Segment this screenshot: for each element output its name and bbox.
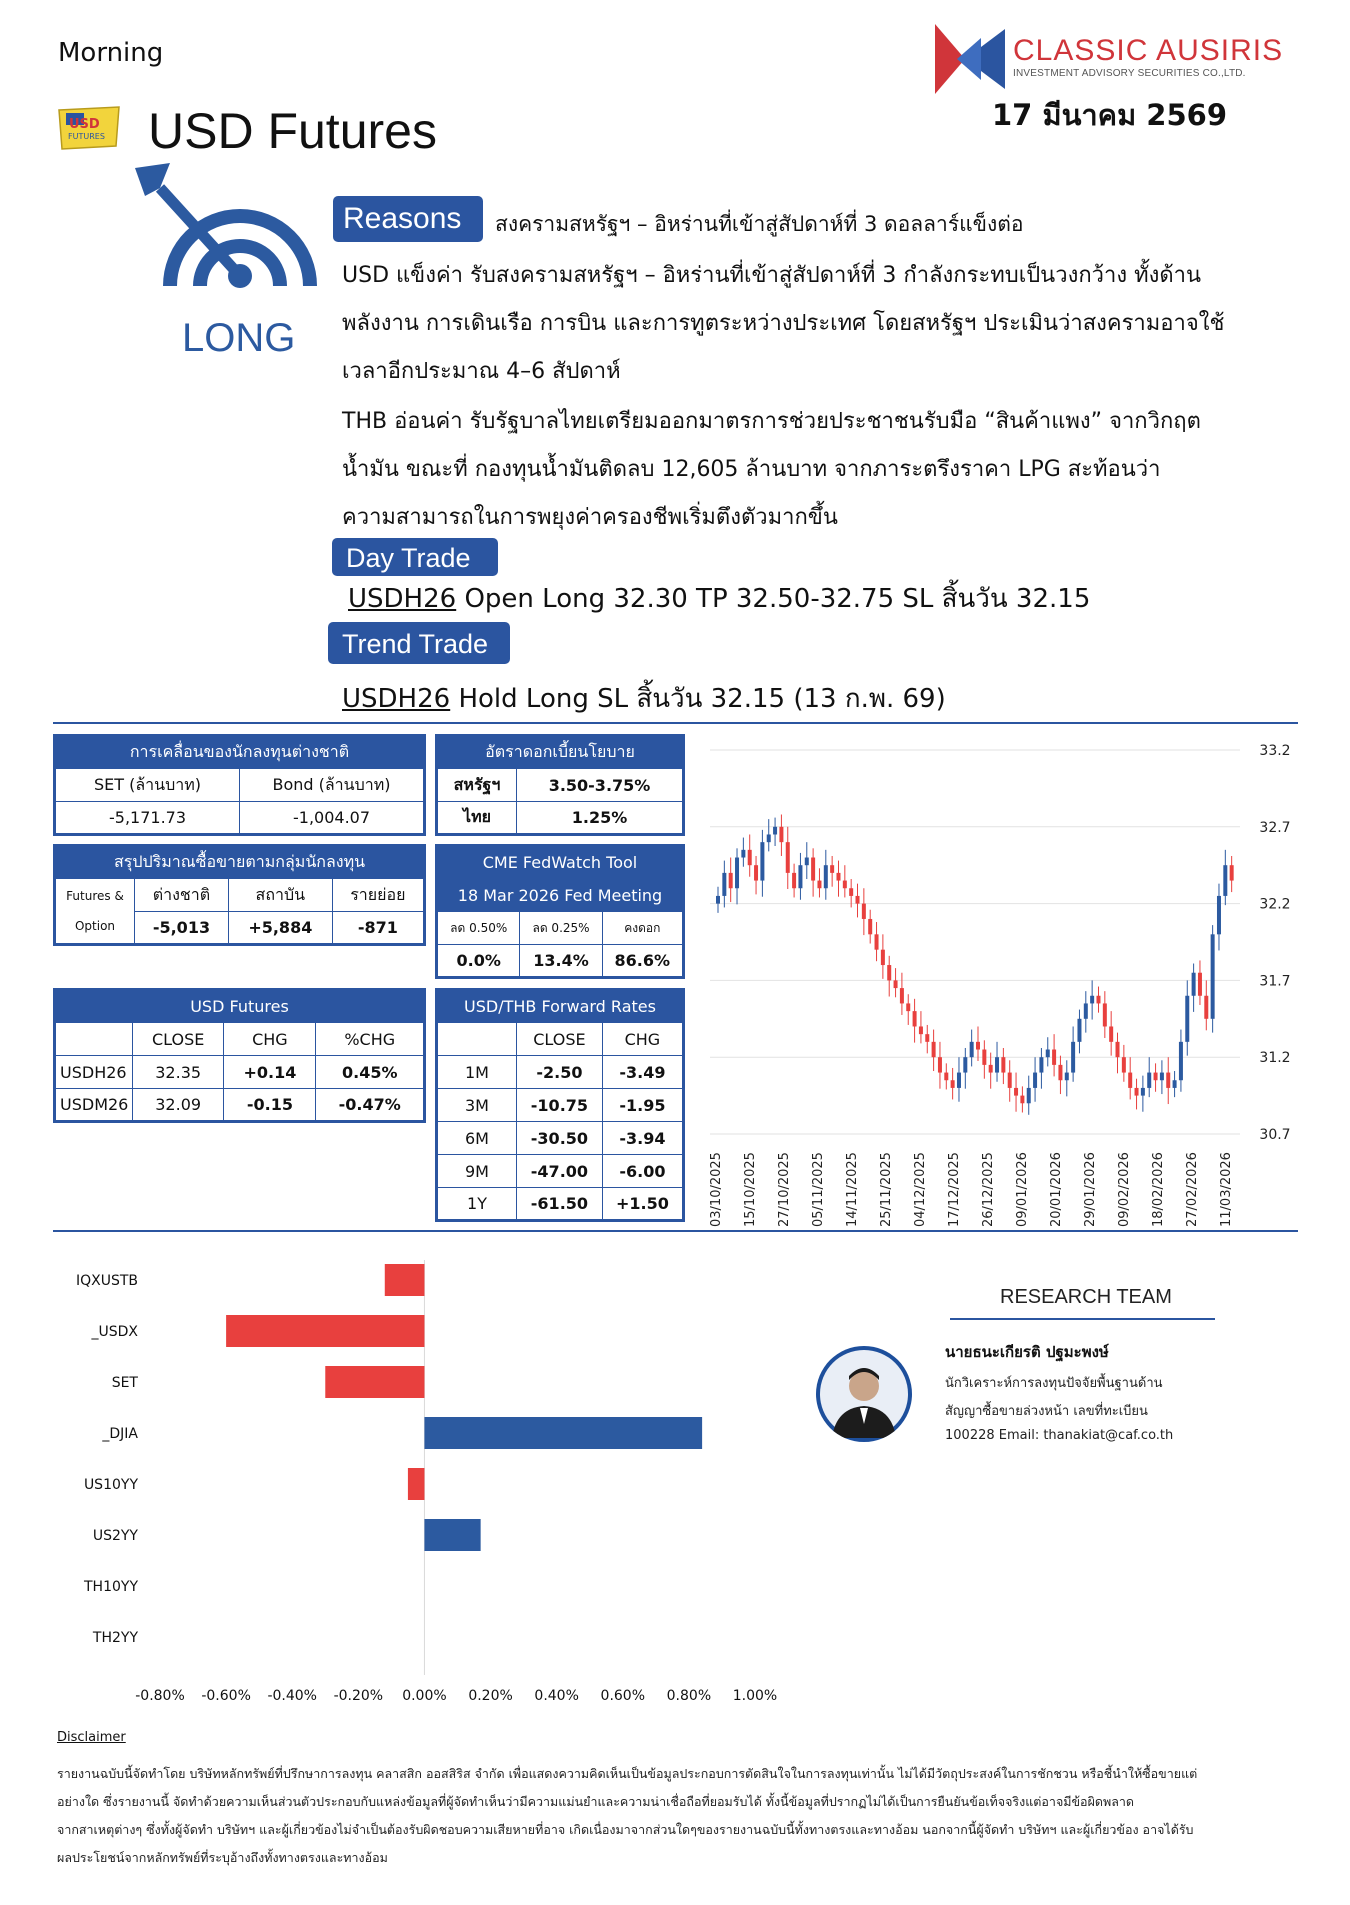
candle: [1071, 1042, 1075, 1073]
paragraph-line: ความสามารถในการพยุงค่าครองชีพเริ่มตึงตัวมากขึ้น: [342, 505, 838, 530]
candle: [1135, 1088, 1139, 1096]
probability-value: 0.0%: [437, 945, 520, 978]
column-header: คงดอก: [602, 912, 683, 945]
candle: [1192, 973, 1196, 996]
rate-value: 3.50-3.75%: [517, 769, 684, 802]
candle: [925, 1034, 929, 1042]
x-tick-label: 03/10/2025: [709, 1152, 724, 1227]
paragraph-line: พลังงาน การเดินเรือ การบิน และการทูตระหว่างประเทศ โดยสหรัฐฯ ประเมินว่าสงครามอาจใช้: [342, 311, 1225, 336]
candle: [716, 896, 720, 904]
section-divider: [53, 722, 1298, 724]
y-tick-label: 31.2: [1259, 1050, 1291, 1067]
analyst-name: นายธนะเกียรติ ปฐมะพงษ์: [945, 1343, 1109, 1361]
candle: [856, 896, 860, 904]
tenor-label: 3M: [437, 1089, 517, 1122]
candle: [1223, 865, 1227, 896]
tenor-label: 1M: [437, 1056, 517, 1089]
candle: [843, 881, 847, 889]
candle: [951, 1080, 955, 1088]
x-tick-label: 0.60%: [600, 1688, 646, 1704]
candle: [862, 904, 866, 919]
candle: [786, 842, 790, 873]
x-tick-label: 29/01/2026: [1083, 1152, 1098, 1227]
row-label-line: Futures &: [66, 889, 124, 903]
category-label: _DJIA: [102, 1426, 138, 1442]
analyst-photo: [816, 1346, 912, 1442]
classic-ausiris-logo-icon: [935, 24, 1005, 94]
y-tick-label: 33.2: [1259, 743, 1291, 759]
column-header: ต่างชาติ: [135, 879, 229, 912]
x-tick-label: 0.20%: [468, 1688, 513, 1704]
y-tick-label: 32.7: [1259, 819, 1291, 836]
corner-cell: [55, 1023, 133, 1056]
candle: [1008, 1073, 1012, 1088]
candle: [919, 1026, 923, 1034]
table-row: [437, 1056, 684, 1089]
bar: [226, 1315, 424, 1347]
market-change-bar-chart: [50, 1250, 790, 1720]
column-header: Bond (ล้านบาท): [240, 769, 425, 802]
x-tick-label: 0.40%: [534, 1688, 579, 1704]
x-tick-label: 27/10/2025: [777, 1152, 792, 1227]
close-value: -30.50: [517, 1122, 603, 1155]
x-tick-label: 14/11/2025: [845, 1152, 860, 1227]
candle: [754, 865, 758, 880]
paragraph-line: น้ำมัน ขณะที่ กองทุนน้ำมันติดลบ 12,605 ล้านบาท จากภาระตรึงราคา LPG สะท้อนว่า: [342, 457, 1161, 482]
close-value: 32.35: [133, 1056, 224, 1089]
candle: [805, 858, 809, 866]
institution-value: +5,884: [228, 912, 332, 945]
candle: [1141, 1088, 1145, 1096]
candle: [944, 1073, 948, 1081]
column-header: ลด 0.25%: [520, 912, 602, 945]
brand-subtitle: INVESTMENT ADVISORY SECURITIES CO.,LTD.: [1013, 68, 1246, 79]
analyst-title-line: นักวิเคราะห์การลงทุนปัจจัยพื้นฐานด้าน: [945, 1376, 1163, 1391]
reasons-headline: สงครามสหรัฐฯ – อิหร่านที่เข้าสู่สัปดาห์ที่ 3 ดอลลาร์แข็งต่อ: [495, 212, 1024, 236]
candle: [868, 919, 872, 934]
candle: [830, 865, 834, 873]
contract-symbol: USDH26: [348, 584, 457, 614]
candle: [1058, 1065, 1062, 1080]
table-title: การเคลื่อนของนักลงทุนต่างชาติ: [55, 736, 425, 769]
x-tick-label: -0.60%: [201, 1688, 251, 1704]
forward-rates-table: [435, 988, 685, 1222]
candle: [849, 888, 853, 896]
report-date: 17 มีนาคม 2569: [992, 98, 1228, 132]
category-label: TH10YY: [84, 1579, 138, 1595]
x-tick-label: 09/01/2026: [1015, 1152, 1030, 1227]
close-value: 32.09: [133, 1089, 224, 1122]
candle: [1090, 996, 1094, 1004]
candle: [1027, 1088, 1031, 1103]
percent-change-value: 0.45%: [316, 1056, 425, 1089]
candle: [836, 873, 840, 881]
change-value: -6.00: [602, 1155, 683, 1188]
x-tick-label: 15/10/2025: [743, 1152, 758, 1227]
table-title: USD/THB Forward Rates: [437, 990, 684, 1023]
disclaimer-line: รายงานฉบับนี้จัดทำโดย บริษัทหลักทรัพย์ที่ปรึกษาการลงทุน คลาสสิก ออสสิริส จำกัด เพื่อแสดงความคิดเห็นเป็นข้อมูลประกอบการตัดสินใจในการลงทุนเท่านั้น ไม่ได้มีวัตถุประสงค์ในการชักชวน หรือชี้นำให้ซื้อขายแต่: [57, 1766, 1198, 1781]
candle: [982, 1050, 986, 1065]
country-label: สหรัฐฯ: [437, 769, 517, 802]
x-tick-label: 20/01/2026: [1049, 1152, 1064, 1227]
disclaimer-line: จากสาเหตุต่างๆ ซึ่งทั้งผู้จัดทำ บริษัทฯ และผู้เกี่ยวข้องไม่จำเป็นต้องรับผิดชอบความเสียหายที่อาจ เกิดเนื่องมาจากส่วนใดๆของรายงานฉบับนี้ทั้งทางตรงและทางอ้อม นอกจากนี้ผู้จัดทำ บริษัทฯ และผู้เกี่ยวข้อง อาจได้รับ: [57, 1822, 1194, 1837]
column-header: รายย่อย: [332, 879, 424, 912]
x-tick-label: 11/03/2026: [1219, 1152, 1234, 1227]
candle: [1160, 1073, 1164, 1081]
percent-change-value: -0.47%: [316, 1089, 425, 1122]
set-flow-value: -5,171.73: [55, 802, 240, 835]
candle: [1211, 934, 1215, 1018]
candle: [938, 1057, 942, 1072]
candle: [1217, 896, 1221, 934]
x-tick-label: 0.80%: [666, 1688, 712, 1704]
x-tick-label: 17/12/2025: [947, 1152, 962, 1227]
x-tick-label: 05/11/2025: [811, 1152, 826, 1227]
column-header: CHG: [602, 1023, 683, 1056]
session-label: Morning: [58, 38, 164, 68]
candle: [741, 850, 745, 858]
column-header: SET (ล้านบาท): [55, 769, 240, 802]
row-label: [55, 879, 135, 945]
day-trade-recommendation: [348, 578, 1090, 619]
change-value: +0.14: [224, 1056, 316, 1089]
fedwatch-table: [435, 844, 685, 979]
candle: [995, 1057, 999, 1072]
candle: [767, 834, 771, 842]
candle: [894, 980, 898, 988]
candle: [1014, 1088, 1018, 1096]
day-trade-tag: Day Trade: [332, 538, 498, 576]
candle: [817, 881, 821, 889]
y-tick-label: 31.7: [1259, 973, 1291, 990]
x-tick-label: 18/02/2026: [1151, 1152, 1166, 1227]
usd-futures-table: [53, 988, 426, 1123]
svg-text:USD: USD: [69, 117, 100, 132]
table-row: [55, 1056, 425, 1089]
usd-futures-logo: [56, 104, 122, 152]
foreign-flow-table: [53, 734, 426, 836]
candle: [963, 1057, 967, 1072]
candle: [970, 1042, 974, 1057]
candle: [989, 1065, 993, 1073]
reason-paragraph-thb: [342, 398, 1292, 542]
disclaimer-line: อย่างใด ซึ่งรายงานนี้ จัดทำด้วยความเห็นส่วนตัวประกอบกับแหล่งข้อมูลที่ผู้จัดทำเห็นว่ามีความแม่นยำและความน่าเชื่อถือที่ยอมรับได้ ทั้งนี้ข้อมูลที่ปรากฏไม่ได้เป็นการยืนยันข้อเท็จจริงแต่อาจมีข้อผิดพลาด: [57, 1794, 1135, 1809]
reasons-tag: Reasons: [333, 196, 483, 242]
column-header: CHG: [224, 1023, 316, 1056]
candle: [760, 842, 764, 880]
x-tick-label: 1.00%: [732, 1688, 778, 1704]
section-divider: [53, 1230, 1298, 1232]
disclaimer-line: ผลประโยชน์จากหลักทรัพย์ที่ระบุอ้างถึงทั้งทางตรงและทางอ้อม: [57, 1850, 388, 1865]
candle: [906, 1003, 910, 1011]
candle: [913, 1011, 917, 1026]
paragraph-line: THB อ่อนค่า รับรัฐบาลไทยเตรียมออกมาตรการช่วยประชาชนรับมือ “สินค้าแพง” จากวิกฤต: [342, 409, 1201, 434]
reason-paragraph-usd: [342, 252, 1292, 396]
candle: [1033, 1073, 1037, 1088]
candle: [1166, 1073, 1170, 1088]
column-header: สถาบัน: [228, 879, 332, 912]
table-title: สรุปปริมาณซื้อขายตามกลุ่มนักลงทุน: [55, 846, 425, 879]
table-title: อัตราดอกเบี้ยนโยบาย: [437, 736, 684, 769]
candle: [735, 858, 739, 889]
table-title: USD Futures: [55, 990, 425, 1023]
research-team-title: RESEARCH TEAM: [1000, 1286, 1172, 1308]
svg-text:FUTURES: FUTURES: [68, 132, 105, 141]
close-value: -2.50: [517, 1056, 603, 1089]
table-row: [437, 1188, 684, 1221]
column-header: %CHG: [316, 1023, 425, 1056]
analyst-title-line: สัญญาซื้อขายล่วงหน้า เลขที่ทะเบียน: [945, 1404, 1148, 1419]
column-header: ลด 0.50%: [437, 912, 520, 945]
investor-summary-table: [53, 844, 426, 946]
contract-symbol: USDH26: [55, 1056, 133, 1089]
candle: [1096, 996, 1100, 1004]
foreign-value: -5,013: [135, 912, 229, 945]
x-tick-label: -0.80%: [135, 1688, 185, 1704]
bar: [424, 1519, 480, 1551]
x-tick-label: 0.00%: [402, 1688, 447, 1704]
x-tick-label: 25/11/2025: [879, 1152, 894, 1227]
candle: [1039, 1057, 1043, 1072]
candle: [722, 873, 726, 896]
candle: [1204, 996, 1208, 1019]
change-value: -3.49: [602, 1056, 683, 1089]
candle: [1052, 1050, 1056, 1065]
category-label: SET: [111, 1375, 138, 1391]
candle: [1077, 1019, 1081, 1042]
candle: [773, 827, 777, 835]
bond-flow-value: -1,004.07: [240, 802, 425, 835]
policy-rate-table: [435, 734, 685, 836]
x-tick-label: -0.40%: [267, 1688, 317, 1704]
y-tick-label: 30.7: [1259, 1127, 1291, 1143]
tenor-label: 6M: [437, 1122, 517, 1155]
position-signal: LONG: [182, 316, 296, 360]
candle: [729, 873, 733, 888]
probability-value: 86.6%: [602, 945, 683, 978]
change-value: -3.94: [602, 1122, 683, 1155]
candle: [1109, 1026, 1113, 1041]
row-label-line: Option: [74, 919, 116, 933]
analyst-contact-line: 100228 Email: thanakiat@caf.co.th: [945, 1428, 1174, 1443]
contract-symbol: USDH26: [342, 684, 451, 714]
candle: [932, 1042, 936, 1057]
candle: [976, 1042, 980, 1050]
bar: [408, 1468, 425, 1500]
candle: [748, 850, 752, 865]
candle: [811, 858, 815, 881]
brand-name: CLASSIC AUSIRIS: [1013, 34, 1284, 67]
candle: [1198, 973, 1202, 996]
candle: [1020, 1096, 1024, 1104]
candle: [1185, 996, 1189, 1042]
trend-trade-recommendation: [342, 678, 946, 719]
disclaimer-text: [57, 1760, 1272, 1872]
change-value: +1.50: [602, 1188, 683, 1221]
candle: [1084, 1003, 1088, 1018]
probability-value: 13.4%: [520, 945, 602, 978]
close-value: -47.00: [517, 1155, 603, 1188]
table-row: [55, 1089, 425, 1122]
research-team-underline: [950, 1318, 1215, 1320]
candle: [957, 1073, 961, 1088]
x-tick-label: 09/02/2026: [1117, 1152, 1132, 1227]
page-title: USD Futures: [148, 103, 437, 159]
corner-cell: [437, 1023, 517, 1056]
recommendation-text: Open Long 32.30 TP 32.50-32.75 SL สิ้นวัน 32.15: [456, 584, 1091, 614]
change-value: -1.95: [602, 1089, 683, 1122]
contract-symbol: USDM26: [55, 1089, 133, 1122]
x-tick-label: 27/02/2026: [1185, 1152, 1200, 1227]
y-tick-label: 32.2: [1259, 896, 1291, 913]
category-label: US10YY: [83, 1477, 138, 1493]
tenor-label: 1Y: [437, 1188, 517, 1221]
change-value: -0.15: [224, 1089, 316, 1122]
category-label: US2YY: [92, 1528, 138, 1544]
retail-value: -871: [332, 912, 424, 945]
close-value: -61.50: [517, 1188, 603, 1221]
candle: [1103, 1003, 1107, 1026]
table-row: [437, 1155, 684, 1188]
candle: [1179, 1042, 1183, 1080]
candle: [1147, 1073, 1151, 1088]
target-icon: [130, 158, 320, 288]
candle: [1001, 1057, 1005, 1072]
close-value: -10.75: [517, 1089, 603, 1122]
trend-trade-tag: Trend Trade: [328, 622, 510, 664]
candle: [1065, 1073, 1069, 1081]
x-tick-label: -0.20%: [333, 1688, 384, 1704]
disclaimer-title: Disclaimer: [57, 1730, 126, 1745]
table-row: [437, 1089, 684, 1122]
table-title: CME FedWatch Tool: [437, 846, 684, 879]
bar: [385, 1264, 425, 1296]
rate-value: 1.25%: [517, 802, 684, 835]
candle: [824, 865, 828, 888]
candle: [881, 950, 885, 965]
candle: [1128, 1073, 1132, 1088]
recommendation-text: Hold Long SL สิ้นวัน 32.15 (13 ก.พ. 69): [450, 684, 946, 714]
candle: [875, 934, 879, 949]
meeting-label: 18 Mar 2026 Fed Meeting: [437, 879, 684, 912]
candle: [792, 873, 796, 888]
country-label: ไทย: [437, 802, 517, 835]
candle: [1173, 1080, 1177, 1088]
candle: [887, 965, 891, 980]
paragraph-line: USD แข็งค่า รับสงครามสหรัฐฯ – อิหร่านที่เข้าสู่สัปดาห์ที่ 3 กำลังกระทบเป็นวงกว้าง ทั้งด้าน: [342, 263, 1201, 288]
candle: [1046, 1050, 1050, 1058]
table-row: [437, 1122, 684, 1155]
candle: [798, 865, 802, 888]
category-label: TH2YY: [92, 1630, 138, 1646]
bar: [325, 1366, 424, 1398]
usdthb-candlestick-chart: [700, 732, 1300, 1232]
x-tick-label: 04/12/2025: [913, 1152, 928, 1227]
x-tick-label: 26/12/2025: [981, 1152, 996, 1227]
tenor-label: 9M: [437, 1155, 517, 1188]
column-header: CLOSE: [133, 1023, 224, 1056]
candle: [1230, 865, 1234, 880]
analyst-avatar: [816, 1346, 912, 1442]
candle: [1122, 1057, 1126, 1072]
candle: [1154, 1073, 1158, 1081]
paragraph-line: เวลาอีกประมาณ 4–6 สัปดาห์: [342, 359, 621, 384]
category-label: _USDX: [91, 1324, 138, 1340]
candle: [1116, 1042, 1120, 1057]
column-header: CLOSE: [517, 1023, 603, 1056]
bar: [424, 1417, 702, 1449]
candle: [779, 827, 783, 842]
category-label: IQXUSTB: [75, 1273, 138, 1289]
candle: [900, 988, 904, 1003]
